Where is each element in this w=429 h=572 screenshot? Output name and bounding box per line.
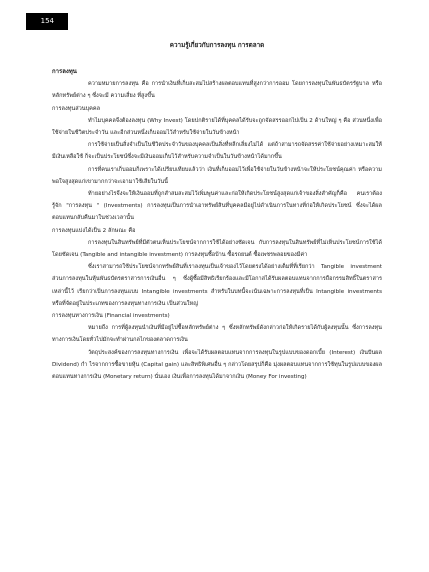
page-number: 154: [26, 13, 68, 30]
paragraph-spending: การใช้จ่ายเป็นสิ่งจำเป็นในชีวิตประจำวันของบุคคลเป็นสิ่งที่หลีกเลี่ยงไม่ได้ แต่ถ้าสามารถจัดสรรค่าใช้จ่ายอย่างเหมาะสมให้มีเงินเหลือใช้ ก็จะเป็นประโยชน์ซึ่งจะมีเงินออมเก็บไว้สำหรับความจำเป็นในวันข้างหน้าได้มากขึ้น: [52, 142, 382, 161]
paragraph-objectives: วัตถุประสงค์ของการลงทุนทางการเงิน เพื่อจะได้รับผลตอบแทนจากการลงทุนในรูปแบบของดอกเบี้ย (Interest) เงินปันผล Dividend) กำ ไรจากการซื้อขายหุ้น (Capital gain) และสิทธิพิเศษอื่น ๆ กล่าวโดยสรุปก็คือ มุ่งผลตอบแทนจากการใช้ทุนในรูปแบบของผลตอบแทนทางการเงิน (Monetary return) นั่นเอง เงินเพื่อการลงทุนได้มาจากเงิน (Money For investing): [52, 349, 382, 381]
paragraph-intangible: ซึ่งเราสามารถใช้ประโยชน์จากทรัพย์สินที่เราลงทุนเป็นเจ้าของไว้โดยตรงได้อย่างเต็มที่ที่เรียกว่า Tangible investment ส่วนการลงทุนในหุ้นพันธบัตรตราสารการเงินอื่น ๆ ซึ่งผู้ซื้อมีสิทธิเรียกร้องและมีโอกาสได้รับผลตอบแทนจากการถือกรรมสิทธิ์ในตราสารเหล่านี้ไว้ เรียกว่าเป็นการลงทุนแบบ Intangible investments สำหรับในบทนี้จะเน้นเฉพาะการลงทุนที่เป็น Intangible investments หรือที่จัดอยู่ในประเภทของการลงทุนทางการเงิน เป็นส่วนใหญ่: [52, 264, 382, 307]
paragraph-investments: ท้ายอย่างไรจึงจะให้เงินออมที่ถูกสำสมสะสมไว้เพิ่มพูนค่าและก่อให้เกิดประโยชน์สูงสุดแก่เจ้าของสิ่งสำคัญก็คือ คนเราต้องรู้จัก "การลงทุน " (Investments) การลงทุนเป็นการนำเอาทรัพย์สินที่บุคคลมีอยู่ไปดำเนินการในทางที่ก่อให้เกิดประโยชน์ ซึ่งจะได้ผลตอบแทนกลับคืนมาในช่วงเวลานั้น: [52, 191, 382, 222]
paragraph-definition: ความหมายการลงทุน คือ การนำเงินที่เก็บสะสมไปสร้างผลตอบแทนที่สูงกว่าการออม โดยการลงทุนในพันธบัตรรัฐบาล หรือหลักทรัพย์ต่าง ๆ ซึ่งจะมี ความเสี่ยง ที่สูงขึ้น: [52, 81, 382, 100]
paragraph-financial-meaning: หมายถึง การที่ผู้ลงทุนนำเงินที่มีอยู่ไปซื้อหลักทรัพย์ต่าง ๆ ซึ่งหลักทรัพย์ดังกล่าวก่อให้เกิดรายได้กับผู้ลงทุนนั้น ซึ่งการลงทุนทางการเงินโดยทั่วไปมักจะทำผ่านกลไกของตลาดการเงิน: [52, 325, 382, 344]
subheading-personal-investment: การลงทุนส่วนบุคคล: [52, 105, 101, 112]
paragraph-saving: การที่คนเราเก็บออมก็เพราะได้เปรียบเทียบแล้วว่า เงินที่เก็บออมไว้เพื่อใช้จ่ายในวันข้างหน้าจะให้ประโยชน์คุณค่า หรือความพอใจสูงสุดแก่เขามากกว่าจะเอามาใช้เสียในวันนี้: [52, 166, 382, 185]
document-title: ความรู้เกี่ยวกับการลงทุน การตลาด: [169, 42, 265, 49]
section-heading: การลงทุน: [52, 68, 77, 75]
paragraph-why-invest: ทำไมบุคคลจึงต้องลงทุน (Why Invest) โดยปกติรายได้ที่บุคคลได้รับจะถูกจัดสรรออกไปเป็น 2 ด้านใหญ่ ๆ คือ ส่วนหนึ่งเพื่อใช้จ่ายในชีวิตประจำวัน และอีกส่วนหนึ่งเก็บออมไว้สำหรับใช้จ่ายในวันข้างหน้า: [52, 117, 382, 137]
document-body: [52, 40, 382, 383]
subheading-financial-investments: การลงทุนทางการเงิน (Financial investments): [52, 313, 170, 320]
subheading-two-types: การลงทุนแบ่งได้เป็น 2 ลักษณะ คือ: [52, 227, 136, 234]
paragraph-tangible: การลงทุนในสินทรัพย์ที่มีตัวตนเห็นประโยชน์จากการใช้ได้อย่างชัดเจน กับการลงทุนในสินทรัพย์ที่ไม่เห็นประโยชน์การใช้ได้ โดยชัดเจน (Tangible and intangible investment) การลงทุนซื้อบ้าน ซื้อรถยนต์ ซื้อเพชรพลอยของมีค่า: [52, 239, 382, 259]
